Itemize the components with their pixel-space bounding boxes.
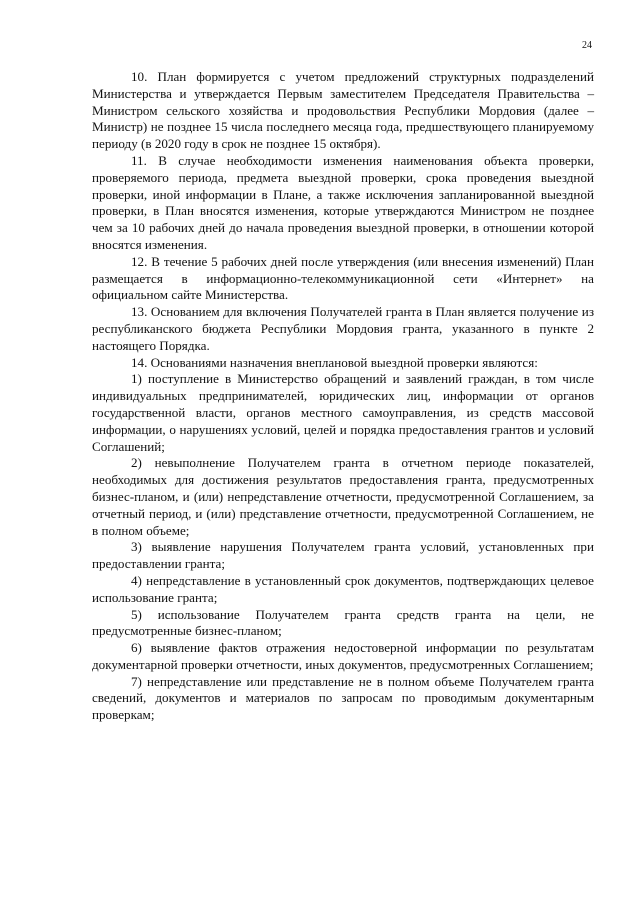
list-item-7: 7) непредставление или представление не в полном объеме Получателем гранта сведений, документов и материалов по запросам по проводимым документарным проверкам;: [92, 673, 594, 723]
paragraph-12: 12. В течение 5 рабочих дней после утверждения (или внесения изменений) План размещается в информационно-телекоммуникационной сети «Интернет» на официальном сайте Министерства.: [92, 253, 594, 303]
list-item-3: 3) выявление нарушения Получателем гранта условий, установленных при предоставлении гранта;: [92, 539, 594, 572]
paragraph-14: 14. Основаниями назначения внеплановой выездной проверки являются:: [131, 354, 538, 370]
list-item-2: 2) невыполнение Получателем гранта в отчетном периоде показателей, необходимых для достижения результатов предоставления гранта, предусмотренных бизнес-планом, и (или) непредставление отчетности, предусмотренной Соглашением, за отчетный период, и (или) представление отчетности, предусмотренной Соглашением, не в полном объеме;: [92, 455, 594, 538]
list-item-1: 1) поступление в Министерство обращений и заявлений граждан, в том числе индивидуальных предпринимателей, юридических лиц, информации от органов государственной власти, органов местного самоуправления, из средств массовой информации, о нарушениях условий, целей и порядка предоставления грантов и условий Соглашений;: [92, 371, 594, 454]
document-body: [92, 69, 594, 724]
list-item-6: 6) выявление фактов отражения недостоверной информации по результатам документарной проверки отчетности, иных документов, предусмотренных Соглашением;: [92, 640, 594, 672]
paragraph-10: 10. План формируется с учетом предложений структурных подразделений Министерства и утверждается Первым заместителем Председателя Правительства – Министром сельского хозяйства и продовольствия Республики Мордовия (далее – Министр) не позднее 15 числа последнего месяца года, предшествующего планируемому периоду (в 2020 году в срок не позднее 15 октября).: [92, 69, 594, 152]
paragraph-13: 13. Основанием для включения Получателей гранта в План является получение из республиканского бюджета Республики Мордовия гранта, указанного в пункте 2 настоящего Порядка.: [92, 304, 594, 353]
list-item-5: 5) использование Получателем гранта средств гранта на цели, не предусмотренные бизнес-планом;: [92, 606, 594, 639]
paragraph-11: 11. В случае необходимости изменения наименования объекта проверки, проверяемого периода, предмета выездной проверки, срока проведения выездной проверки, иной информации в Плане, а также исключения запланированной выездной проверки, в План вносятся изменения, которые утверждаются Министром не позднее чем за 10 рабочих дней до начала проведения выездной проверки, в отношении которой вносятся изменения.: [92, 152, 594, 252]
page-number: 24: [582, 40, 592, 51]
list-item-4: 4) непредставление в установленный срок документов, подтверждающих целевое использование гранта;: [92, 572, 594, 605]
